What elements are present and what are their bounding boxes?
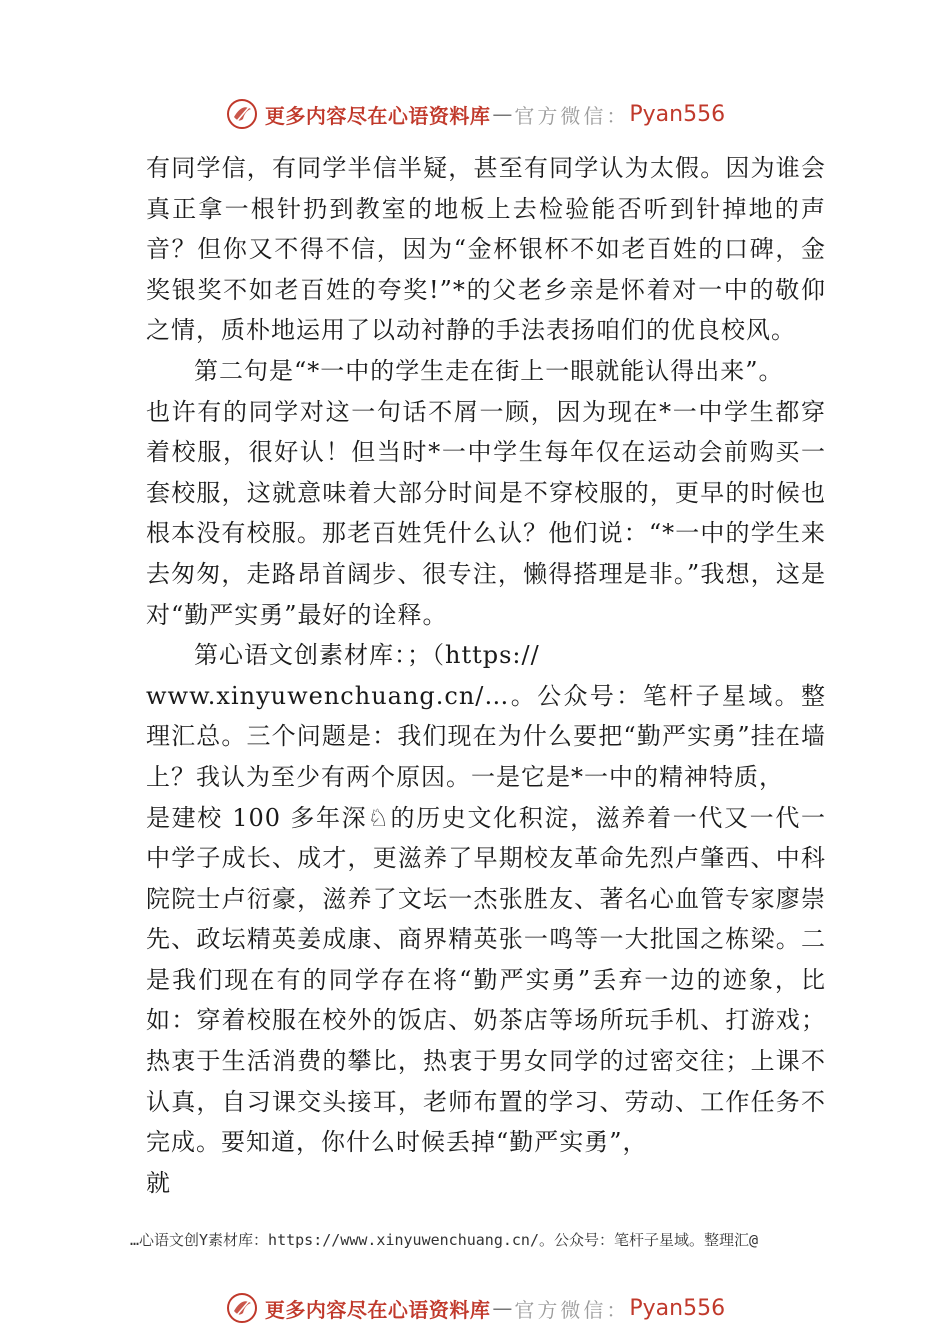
banner-dash: — <box>492 1296 513 1320</box>
paragraph: 有同学信，有同学半信半疑，甚至有同学认为太假。因为谁会真正拿一根针扔到教室的地板上去检验能否听到针掉地的声音？但你又不得不信，因为“金杯银杯不如老百姓的口碑，金奖银奖不如老百姓的夸奖!”*的父老乡亲是怀着对一中的敬仰之情，质朴地运用了以动衬静的手法表扬咱们的优良校风。 <box>146 154 826 345</box>
banner-wechat-label: 官方微信： <box>514 1297 630 1322</box>
banner-wechat-id: Pyan556 <box>629 101 726 127</box>
header-banner <box>0 94 950 134</box>
banner-dash: — <box>492 102 513 126</box>
brand-logo-icon <box>225 97 259 131</box>
banner-wechat-id: Pyan556 <box>629 1295 726 1321</box>
paragraph: 是建校 100 多年深♘的历史文化积淀，滋养着一代又一代一中学子成长、成才，更滋养了早期校友革命先烈卢肇西、中科院院士卢衍豪，滋养了文坛一杰张胜友、著名心血管专家廖崇先、政坛精英姜成康、商界精英张一鸣等一大批国之栋梁。二是我们现在有的同学存在将“勤严实勇”丢弃一边的迹象，比如：穿着校服在校外的饭店、奶茶店等场所玩手机、打游戏；热衷于生活消费的攀比，热衷于男女同学的过密交往；上课不认真，自习课交头接耳，老师布置的学习、劳动、工作任务不完成。要知道，你什么时候丢掉“勤严实勇”， <box>146 803 826 1157</box>
paragraph: 第心语文创素材库：；（https:// <box>194 641 540 670</box>
paragraph: 第二句是“*一中的学生走在街上一眼就能认得出来”。 <box>194 356 784 385</box>
paragraph: www.xinyuwenchuang.cn/…。公众号：笔杆子星域。整理汇总。三个问题是：我们现在为什么要把“勤严实勇”挂在墙上？我认为至少有两个原因。一是它是*一中的精神特质， <box>146 681 826 791</box>
banner-brand: 更多内容尽在心语资料库 <box>264 1297 491 1322</box>
banner-wechat-label: 官方微信： <box>514 103 630 128</box>
paragraph: 也许有的同学对这一句话不屑一顾，因为现在*一中学生都穿着校服，很好认！但当时*一中学生每年仅在运动会前购买一套校服，这就意味着大部分时间是不穿校服的，更早的时候也根本没有校服。那老百姓凭什么认？他们说：“*一中的学生来去匆匆，走路昂首阔步、很专注，懒得搭理是非。”我想，这是对“勤严实勇”最好的诠释。 <box>146 397 826 629</box>
banner-brand: 更多内容尽在心语资料库 <box>264 103 491 128</box>
paragraph: 就 <box>146 1168 171 1197</box>
footer-banner <box>0 1288 950 1328</box>
document-body <box>146 148 826 1203</box>
brand-logo-icon <box>225 1291 259 1325</box>
footer-note: …心语文创Y素材库：https://www.xinyuwenchuang.cn/。公众号：笔杆子星域。整理汇@ <box>130 1231 759 1249</box>
